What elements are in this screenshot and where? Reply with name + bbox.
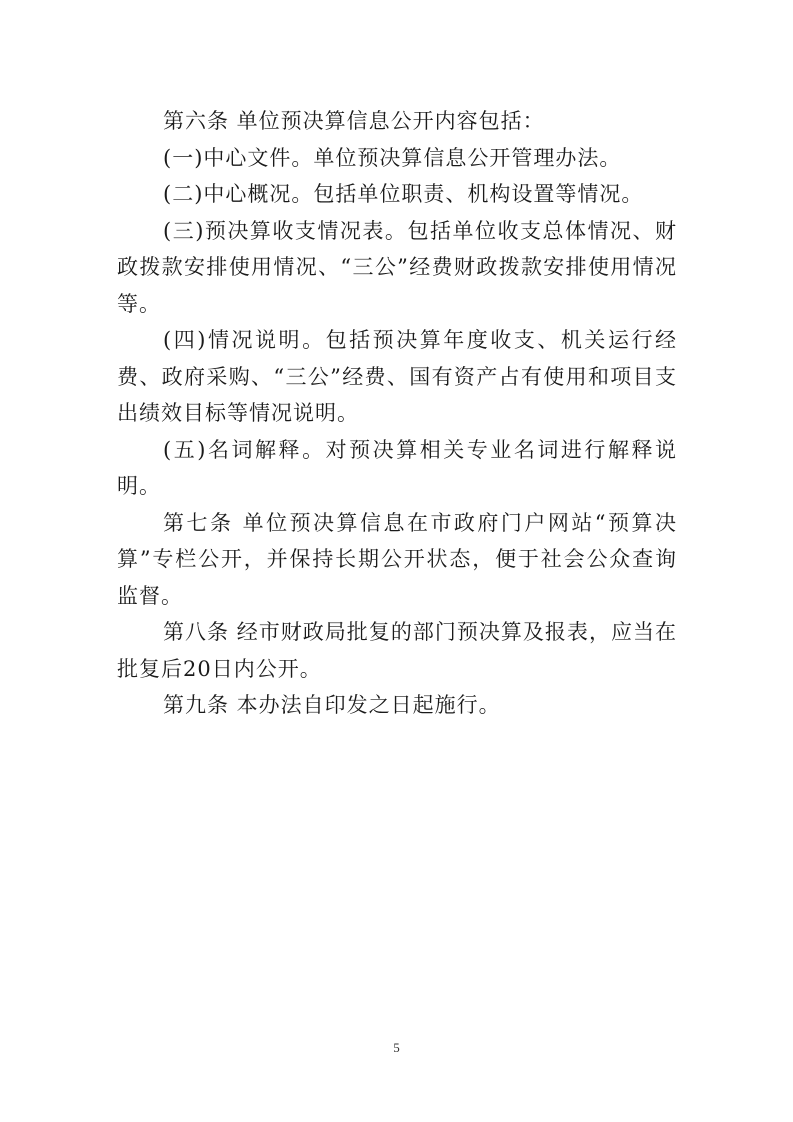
article-9-paragraph: 第九条 本办法自印发之日起施行。 — [163, 693, 501, 717]
item-2-center-overview: (二)中心概况。包括单位职责、机构设置等情况。 — [163, 182, 644, 206]
item-5-glossary: (五)名词解释。对预决算相关专业名词进行解释说明。 — [117, 437, 677, 498]
article-7-paragraph: 第七条 单位预决算信息在市政府门户网站“预算决算”专栏公开，并保持长期公开状态，便于社会公众查询监督。 — [117, 510, 677, 608]
article-6-heading: 第六条 单位预决算信息公开内容包括： — [163, 109, 545, 133]
document-body — [117, 103, 677, 724]
item-3-budget-tables: (三)预决算收支情况表。包括单位收支总体情况、财政拨款安排使用情况、“三公”经费财政拨款安排使用情况等。 — [117, 218, 677, 316]
article-8-paragraph: 第八条 经市财政局批复的部门预决算及报表，应当在批复后20日内公开。 — [117, 620, 677, 681]
item-1-center-documents: (一)中心文件。单位预决算信息公开管理办法。 — [163, 145, 622, 170]
item-4-explanation: (四)情况说明。包括预决算年度收支、机关运行经费、政府采购、“三公”经费、国有资产占有使用和项目支出绩效目标等情况说明。 — [117, 328, 677, 425]
page-number: 5 — [393, 1040, 400, 1055]
